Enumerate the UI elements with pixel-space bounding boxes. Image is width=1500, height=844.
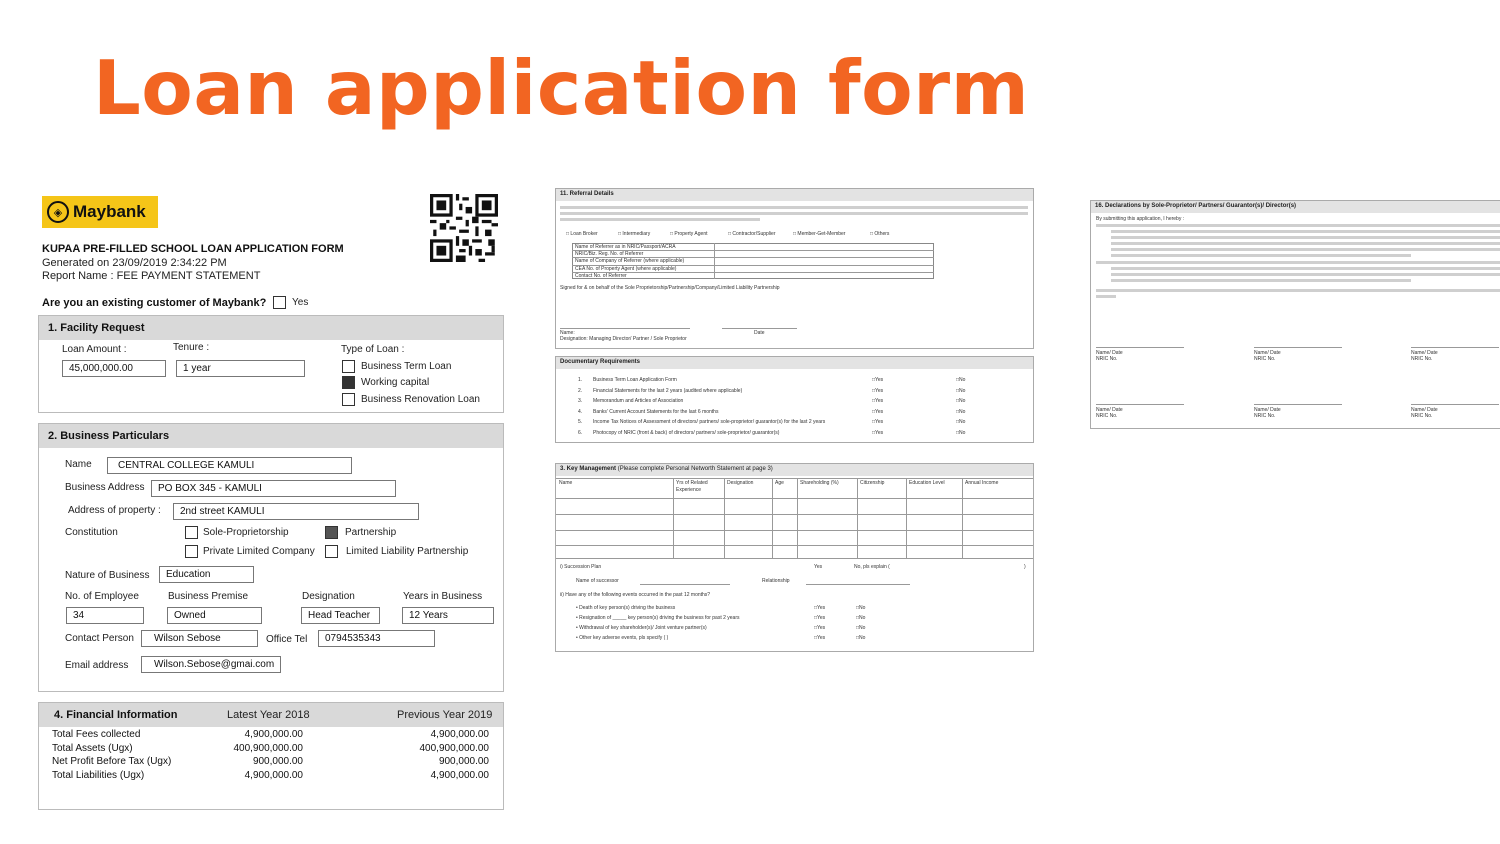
- doc-item-label: Business Term Loan Application Form: [593, 377, 677, 383]
- office-tel-field[interactable]: 0794535343: [318, 630, 435, 647]
- referral-header: 11. Referral Details: [556, 189, 1033, 201]
- key-mgmt-header: 3. Key Management: [560, 466, 617, 472]
- loan-amount-label: Loan Amount :: [62, 344, 127, 355]
- name-label: Name: [65, 459, 92, 470]
- doc-item-number: 4.: [578, 408, 583, 415]
- existing-customer-question: Are you an existing customer of Maybank?: [42, 297, 267, 309]
- succession-no: No, pls explain (: [854, 564, 890, 570]
- signature-name-date: Name/ Date: [1096, 407, 1123, 413]
- referral-date: Date: [754, 330, 765, 336]
- private-limited-checkbox[interactable]: [185, 545, 198, 558]
- nature-field[interactable]: Education: [159, 566, 254, 583]
- col-latest-year: Latest Year 2018: [227, 709, 310, 721]
- property-address-label: Address of property :: [68, 505, 161, 516]
- doc-item-label: Income Tax Notices of Assessment of directors/ partners/ sole-proprietor/ guarantor(s) for the last 2 years: [593, 419, 826, 425]
- employees-label: No. of Employee: [65, 591, 139, 602]
- financial-latest-value: 400,900,000.00: [233, 742, 303, 754]
- key-mgmt-col-header: Citizenship: [860, 480, 885, 486]
- event-no: □No: [856, 625, 866, 631]
- doc-item-yes: □Yes: [872, 419, 884, 425]
- nature-label: Nature of Business: [65, 570, 150, 581]
- referral-option: □ Property Agent: [670, 231, 708, 237]
- doc-item-number: 6.: [578, 429, 583, 436]
- signature-line: [1411, 404, 1499, 405]
- referral-details-thumbnail: [555, 188, 1034, 349]
- declarations-intro: By submitting this application, I hereby :: [1096, 216, 1185, 222]
- signature-nric: NRIC No.: [1411, 356, 1433, 362]
- doc-item-yes: □Yes: [872, 429, 884, 436]
- key-mgmt-col-line: [772, 478, 773, 558]
- event-no: □No: [856, 605, 866, 611]
- events-question: ii) Have any of the following events occurred in the past 12 months?: [560, 592, 711, 598]
- doc-item-yes: □Yes: [872, 408, 884, 415]
- signature-line: [1411, 347, 1499, 348]
- key-mgmt-col-line: [906, 478, 907, 558]
- referral-row-label: Name of Referrer as in NRIC/Passport/ACRA: [575, 244, 676, 250]
- email-label: Email address: [65, 660, 129, 671]
- doc-item-label: Banks' Current Account Statements for the last 6 months: [593, 408, 719, 415]
- office-tel-label: Office Tel: [266, 634, 308, 645]
- documentary-requirements-thumbnail: [555, 356, 1034, 443]
- signature-name-date: Name/ Date: [1411, 350, 1438, 356]
- signature-line: [1096, 347, 1184, 348]
- doc-item-number: 3.: [578, 398, 583, 404]
- doc-item-yes: □Yes: [872, 398, 884, 404]
- email-field[interactable]: Wilson.Sebose@gmai.com: [141, 656, 281, 673]
- event-yes: □Yes: [814, 615, 826, 621]
- llp-label: Limited Liability Partnership: [346, 546, 469, 557]
- business-address-field[interactable]: PO BOX 345 - KAMULI: [151, 480, 396, 497]
- property-address-field[interactable]: 2nd street KAMULI: [173, 503, 419, 520]
- business-term-loan-checkbox[interactable]: [342, 360, 355, 373]
- key-mgmt-col-line: [724, 478, 725, 558]
- sole-proprietorship-checkbox[interactable]: [185, 526, 198, 539]
- doc-item-no: □No: [956, 377, 966, 383]
- financial-row-label: Total Liabilities (Ugx): [52, 769, 145, 781]
- referral-row-label: Name of Company of Referrer (where applicable): [575, 258, 685, 265]
- event-label: • Resignation of _____ key person(s) driving the business for past 2 years: [576, 615, 740, 621]
- existing-yes-checkbox[interactable]: [273, 296, 286, 309]
- referral-name: Name:: [560, 330, 575, 336]
- financial-latest-value: 4,900,000.00: [244, 769, 303, 781]
- signature-name-date: Name/ Date: [1254, 407, 1281, 413]
- event-yes: □Yes: [814, 625, 826, 631]
- relationship-label: Relationship: [762, 578, 790, 584]
- key-mgmt-col-header: Annual Income: [965, 480, 999, 486]
- doc-item-label: Photocopy of NRIC (front & back) of directors/ partners/ sole-proprietor/ guarantor(s): [593, 429, 780, 436]
- referral-row-label: CEA No. of Property Agent (where applicable): [575, 265, 677, 272]
- generated-date: Generated on 23/09/2019 2:34:22 PM: [42, 257, 227, 269]
- signature-nric: NRIC No.: [1254, 413, 1276, 419]
- referral-row-label: NRIC/Biz. Reg. No. of Referrer: [575, 251, 644, 258]
- doc-item-number: 5.: [578, 419, 583, 425]
- doc-item-no: □No: [956, 408, 966, 415]
- partnership-checkbox[interactable]: [325, 526, 338, 539]
- financial-latest-value: 900,000.00: [252, 756, 303, 767]
- key-mgmt-col-header: Age: [775, 480, 784, 486]
- referral-designation: Designation: Managing Director/ Partner / Sole Proprietor: [560, 336, 687, 342]
- signature-line: [1254, 347, 1342, 348]
- key-mgmt-col-line: [797, 478, 798, 558]
- signature-nric: NRIC No.: [1411, 413, 1433, 419]
- event-yes: □Yes: [814, 635, 826, 641]
- loan-amount-field[interactable]: 45,000,000.00: [62, 360, 166, 377]
- key-mgmt-col-header: Shareholding (%): [800, 480, 839, 486]
- signature-name-date: Name/ Date: [1254, 350, 1281, 356]
- declarations-thumbnail: [1090, 200, 1500, 429]
- declarations-header: 16. Declarations by Sole-Proprietor/ Partners/ Guarantor(s)/ Director(s): [1091, 201, 1500, 213]
- event-label: • Withdrawal of key shareholder(s)/ Joint venture partner(s): [576, 625, 707, 631]
- key-mgmt-note: (Please complete Personal Networth Statement at page 3): [617, 466, 773, 472]
- contact-field[interactable]: Wilson Sebose: [141, 630, 258, 647]
- financial-row-label: Total Assets (Ugx): [52, 742, 133, 754]
- tiger-icon: ◈: [47, 201, 69, 223]
- working-capital-checkbox[interactable]: [342, 376, 355, 389]
- referral-signed: Signed for & on behalf of the Sole Proprietorship/Partnership/Company/Limited Liability Partnership: [560, 285, 780, 291]
- llp-checkbox[interactable]: [325, 545, 338, 558]
- loan-type-label: Type of Loan :: [341, 344, 405, 355]
- key-mgmt-col-line: [673, 478, 674, 558]
- premise-label: Business Premise: [168, 591, 249, 602]
- maybank-logo: [42, 196, 158, 228]
- event-label: • Other key adverse events, pls specify ( ): [576, 635, 669, 641]
- financial-previous-value: 4,900,000.00: [430, 769, 489, 781]
- signature-nric: NRIC No.: [1096, 356, 1118, 362]
- business-term-loan-label: Business Term Loan: [361, 361, 452, 372]
- premise-field[interactable]: Owned: [167, 607, 262, 624]
- key-mgmt-col-header: Education Level: [909, 480, 945, 486]
- referral-option: □ Intermediary: [618, 231, 651, 237]
- key-mgmt-col-header: Yrs of Related Experience: [676, 480, 708, 493]
- key-management-thumbnail: 3. Key Management (Please complete Personal Networth Statement at page 3) Name Yrs of Related Experience Designation Age Shareholding (%) Citizenship Education Level Annual Income i) Succession Plan Yes No, pls explain ( ) Name of successor Relationship ii) Have any of the following events occurred in the past 12 months? • Death of key person(s) driving the business □Yes □No • Resignation of _____ key person(s) driving the business for past 2 years □Yes □No • Withdrawal of key shareholder(s)/ Joint venture partner(s) □Yes □No • Other key adverse events, pls specify ( ) □Yes □No: [555, 463, 1034, 652]
- succession-plan: i) Succession Plan: [560, 564, 602, 570]
- doc-item-label: Financial Statements for the last 2 years (audited where applicable): [593, 387, 743, 394]
- referral-option: □ Member-Get-Member: [793, 231, 846, 237]
- signature-line: [1096, 404, 1184, 405]
- sole-proprietorship-label: Sole-Proprietorship: [203, 527, 289, 538]
- referral-option: □ Others: [870, 231, 890, 237]
- private-limited-label: Private Limited Company: [203, 546, 315, 557]
- financial-previous-value: 900,000.00: [438, 756, 489, 767]
- existing-yes-label: Yes: [292, 297, 309, 308]
- signature-line: [1254, 404, 1342, 405]
- key-mgmt-col-line: [857, 478, 858, 558]
- doc-item-label: Memorandum and Articles of Association: [593, 398, 684, 404]
- business-particulars-header: 2. Business Particulars: [39, 424, 503, 448]
- doc-item-no: □No: [956, 398, 966, 404]
- years-label: Years in Business: [403, 591, 483, 602]
- signature-name-date: Name/ Date: [1096, 350, 1123, 356]
- financial-previous-value: 4,900,000.00: [430, 729, 489, 740]
- years-field[interactable]: 12 Years: [402, 607, 494, 624]
- employees-field[interactable]: 34: [66, 607, 144, 624]
- doc-item-no: □No: [956, 419, 966, 425]
- referral-row-label: Contact No. of Referrer: [575, 272, 627, 279]
- key-mgmt-col-header: Designation: [727, 480, 754, 486]
- tenure-field[interactable]: 1 year: [176, 360, 305, 377]
- referral-option: □ Loan Broker: [566, 231, 598, 237]
- event-no: □No: [856, 635, 866, 641]
- referral-option: □ Contractor/Supplier: [728, 231, 776, 237]
- doc-item-number: 1.: [578, 377, 583, 383]
- successor-label: Name of successor: [576, 578, 619, 584]
- doc-item-yes: □Yes: [872, 387, 884, 394]
- designation-field[interactable]: Head Teacher: [301, 607, 380, 624]
- financial-row-label: Total Fees collected: [52, 729, 141, 740]
- business-address-label: Business Address: [65, 482, 145, 493]
- partnership-label: Partnership: [345, 527, 397, 538]
- succession-yes: Yes: [814, 564, 823, 570]
- doc-item-no: □No: [956, 387, 966, 394]
- key-mgmt-col-header: Name: [559, 480, 573, 486]
- logo-text: Maybank: [73, 202, 146, 221]
- key-mgmt-col-line: [962, 478, 963, 558]
- tenure-label: Tenure :: [173, 342, 210, 353]
- business-renovation-label: Business Renovation Loan: [361, 394, 480, 405]
- event-label: • Death of key person(s) driving the business: [576, 605, 676, 611]
- documentary-header: Documentary Requirements: [556, 357, 1033, 369]
- doc-item-number: 2.: [578, 387, 583, 394]
- business-name-field[interactable]: CENTRAL COLLEGE KAMULI: [107, 457, 352, 474]
- designation-label: Designation: [302, 591, 355, 602]
- col-previous-year: Previous Year 2019: [397, 709, 493, 721]
- signature-nric: NRIC No.: [1254, 356, 1276, 362]
- business-renovation-checkbox[interactable]: [342, 393, 355, 406]
- event-no: □No: [856, 615, 866, 621]
- financial-header: 4. Financial Information: [39, 703, 503, 727]
- slide-title: Loan application form: [93, 44, 1030, 132]
- financial-latest-value: 4,900,000.00: [244, 729, 303, 740]
- qr-code-icon: [430, 194, 498, 262]
- working-capital-label: Working capital: [361, 377, 430, 388]
- signature-nric: NRIC No.: [1096, 413, 1118, 419]
- facility-request-header: 1. Facility Request: [39, 316, 503, 340]
- financial-previous-value: 400,900,000.00: [419, 742, 489, 754]
- signature-name-date: Name/ Date: [1411, 407, 1438, 413]
- constitution-label: Constitution: [65, 527, 118, 538]
- form-title: KUPAA PRE-FILLED SCHOOL LOAN APPLICATION FORM: [42, 243, 344, 255]
- doc-item-yes: □Yes: [872, 377, 884, 383]
- doc-item-no: □No: [956, 429, 966, 436]
- financial-row-label: Net Profit Before Tax (Ugx): [52, 756, 172, 767]
- contact-label: Contact Person: [65, 633, 134, 644]
- event-yes: □Yes: [814, 605, 826, 611]
- report-name: Report Name : FEE PAYMENT STATEMENT: [42, 270, 261, 282]
